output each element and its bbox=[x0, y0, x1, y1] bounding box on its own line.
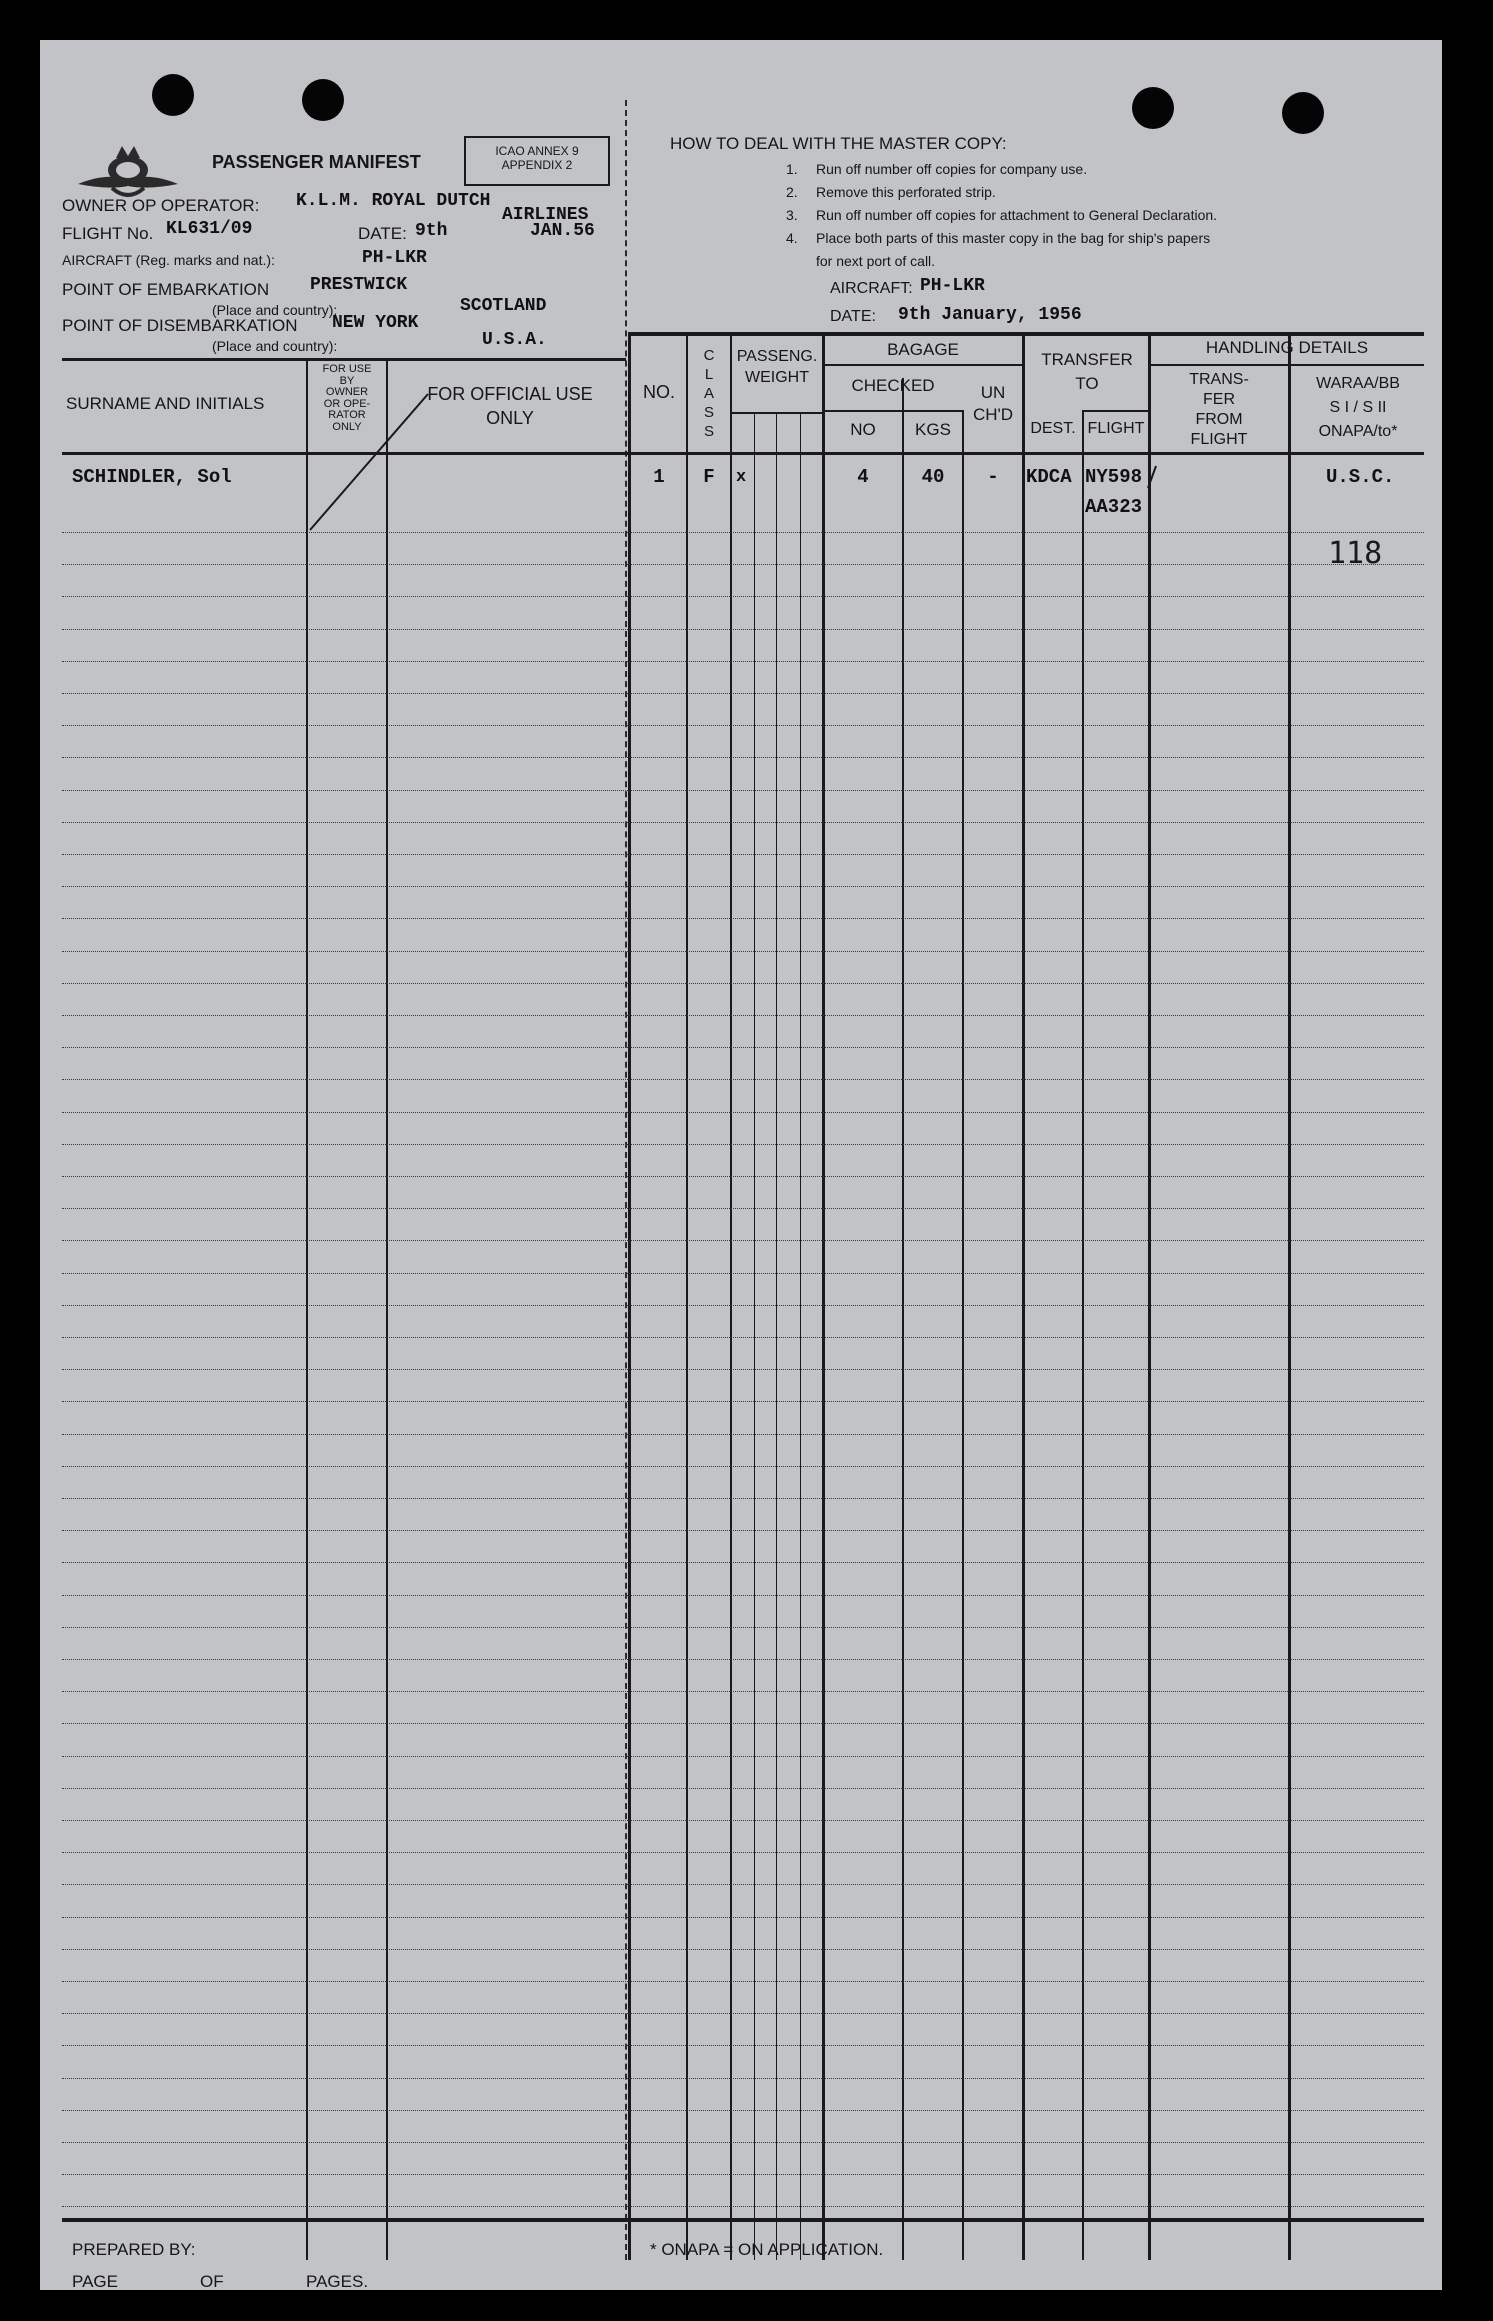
header-bottom-rule bbox=[62, 452, 1424, 455]
header-top-rule-left bbox=[62, 358, 626, 361]
col-waraa: WARAA/BB S I / S II ONAPA/to* bbox=[1316, 375, 1400, 440]
checked-rule bbox=[822, 410, 962, 412]
ruled-row-line bbox=[62, 2142, 1424, 2143]
perforation-line bbox=[625, 100, 627, 2260]
punch-hole bbox=[152, 74, 194, 116]
col-bag-no: NO bbox=[850, 420, 876, 439]
handling-rule bbox=[1150, 364, 1424, 366]
ruled-row-line bbox=[62, 2174, 1424, 2175]
weight-rule bbox=[732, 412, 822, 414]
ruled-row-line bbox=[62, 1434, 1424, 1435]
bagage-rule bbox=[822, 364, 1022, 366]
ruled-row-line bbox=[62, 629, 1424, 630]
icao-line-2: APPENDIX 2 bbox=[501, 158, 573, 172]
col-unchd: UN CH'D bbox=[972, 383, 1014, 424]
col-kgs: KGS bbox=[915, 420, 951, 439]
ruled-row-line bbox=[62, 532, 1424, 533]
col-owner-use: FOR USE BY OWNER OR OPE- RATOR ONLY bbox=[322, 363, 372, 433]
ruled-row-line bbox=[62, 2110, 1424, 2111]
ruled-row-line bbox=[62, 564, 1424, 565]
ruled-row-line bbox=[62, 1981, 1424, 1982]
pages-label: PAGES. bbox=[306, 2272, 369, 2291]
ruled-row-line bbox=[62, 1240, 1424, 1241]
table-bottom-rule bbox=[62, 2218, 1424, 2222]
ruled-row-line bbox=[62, 983, 1424, 984]
flight-label: FLIGHT No. bbox=[62, 224, 154, 243]
ruled-row-line bbox=[62, 1498, 1424, 1499]
row-weight-mark: x bbox=[736, 468, 747, 487]
punch-hole bbox=[302, 79, 344, 121]
ruled-row-line bbox=[62, 1273, 1424, 1274]
embark-value: PRESTWICK bbox=[310, 275, 408, 295]
ruled-row-line bbox=[62, 1659, 1424, 1660]
col-handling: HANDLING DETAILS bbox=[1205, 338, 1369, 357]
ruled-row-line bbox=[62, 1627, 1424, 1628]
instruction-item: 1. Run off number off copies for company use. bbox=[786, 161, 1088, 177]
place-country-2: (Place and country): bbox=[212, 338, 338, 354]
ruled-row-line bbox=[62, 1112, 1424, 1113]
ruled-row-line bbox=[62, 1788, 1424, 1789]
ruled-row-line bbox=[62, 1176, 1424, 1177]
prepared-by-label: PREPARED BY: bbox=[72, 2240, 196, 2259]
row-handling: U.S.C. bbox=[1326, 466, 1395, 488]
col-line bbox=[1022, 334, 1025, 2260]
instr-date-label: DATE: bbox=[830, 308, 876, 325]
ruled-row-line bbox=[62, 1756, 1424, 1757]
sub-col-line bbox=[800, 412, 801, 2260]
instr-aircraft-value: PH-LKR bbox=[920, 276, 985, 296]
ruled-row-line bbox=[62, 1949, 1424, 1950]
embark-country: SCOTLAND bbox=[460, 296, 547, 316]
sub-col-line bbox=[754, 412, 755, 2260]
ruled-row-line bbox=[62, 1337, 1424, 1338]
instr-aircraft-label: AIRCRAFT: bbox=[830, 280, 913, 297]
col-line bbox=[1082, 410, 1084, 2260]
col-line bbox=[306, 360, 308, 2260]
ruled-row-line bbox=[62, 596, 1424, 597]
col-checked: CHECKED bbox=[851, 376, 935, 395]
disembark-label: POINT OF DISEMBARKATION bbox=[62, 316, 298, 335]
flight-value: KL631/09 bbox=[166, 219, 253, 239]
col-line bbox=[730, 334, 732, 2260]
col-line bbox=[386, 360, 388, 2260]
ruled-row-line bbox=[62, 661, 1424, 662]
col-class: C L A S S bbox=[703, 347, 715, 440]
owner-label: OWNER OP OPERATOR: bbox=[62, 196, 260, 215]
sub-col-line bbox=[776, 412, 777, 2260]
page-label: PAGE bbox=[72, 2272, 118, 2291]
ruled-row-line bbox=[62, 2013, 1424, 2014]
embark-label: POINT OF EMBARKATION bbox=[62, 280, 270, 299]
ruled-row-line bbox=[62, 725, 1424, 726]
ruled-row-line bbox=[62, 1208, 1424, 1209]
col-passeng-weight: PASSENG. WEIGHT bbox=[736, 348, 818, 386]
col-line bbox=[822, 334, 825, 2260]
ruled-row-line bbox=[62, 1852, 1424, 1853]
ruled-row-line bbox=[62, 1562, 1424, 1563]
col-surname: SURNAME AND INITIALS bbox=[66, 394, 265, 413]
of-label: OF bbox=[200, 2272, 224, 2291]
owner-value-2: AIRLINES bbox=[502, 205, 589, 225]
ruled-row-line bbox=[62, 1369, 1424, 1370]
col-transfer-to: TRANSFER TO bbox=[1041, 350, 1133, 393]
ruled-row-line bbox=[62, 1466, 1424, 1467]
ruled-row-line bbox=[62, 1401, 1424, 1402]
ruled-row-line bbox=[62, 1144, 1424, 1145]
manifest-sheet bbox=[40, 40, 1442, 2290]
row-dest: KDCA bbox=[1026, 466, 1072, 488]
ruled-row-line bbox=[62, 1305, 1424, 1306]
ruled-row-line bbox=[62, 951, 1424, 952]
col-line bbox=[628, 334, 631, 2260]
aircraft-label: AIRCRAFT (Reg. marks and nat.): bbox=[62, 252, 275, 268]
col-no: NO. bbox=[642, 382, 675, 402]
icao-line-1: ICAO ANNEX 9 bbox=[495, 144, 579, 158]
ruled-row-line bbox=[62, 1691, 1424, 1692]
owner-slash-mark bbox=[308, 390, 448, 540]
aircraft-value: PH-LKR bbox=[362, 248, 427, 268]
ruled-row-line bbox=[62, 757, 1424, 758]
date-label: DATE: bbox=[358, 224, 407, 243]
row-flight-2: AA323 bbox=[1085, 496, 1143, 518]
date-value-2: JAN.56 bbox=[530, 221, 595, 241]
ruled-row-line bbox=[62, 2206, 1424, 2207]
ruled-row-line bbox=[62, 854, 1424, 855]
col-transfer-from: TRANS- FER FROM FLIGHT bbox=[1189, 371, 1249, 448]
col-dest: DEST. bbox=[1030, 420, 1076, 437]
row-tick-mark bbox=[1144, 464, 1158, 490]
onapa-note: * ONAPA = ON APPLICATION. bbox=[650, 2240, 884, 2259]
instruction-item: 3. Run off number off copies for attachment to General Declaration. bbox=[786, 207, 1218, 223]
owner-value: K.L.M. ROYAL DUTCH bbox=[296, 191, 491, 211]
col-bagage: BAGAGE bbox=[887, 340, 959, 359]
instr-date-value: 9th January, 1956 bbox=[898, 305, 1082, 325]
date-value: 9th bbox=[415, 221, 448, 241]
col-flight: FLIGHT bbox=[1087, 420, 1145, 437]
ruled-row-line bbox=[62, 2078, 1424, 2079]
ruled-row-line bbox=[62, 1079, 1424, 1080]
col-official: FOR OFFICIAL USE ONLY bbox=[427, 384, 593, 428]
form-title: PASSENGER MANIFEST bbox=[212, 152, 421, 172]
ruled-row-line bbox=[62, 886, 1424, 887]
ruled-row-line bbox=[62, 790, 1424, 791]
instruction-item: for next port of call. bbox=[816, 253, 936, 269]
row-unchd: - bbox=[987, 466, 999, 488]
instruction-item: 4. Place both parts of this master copy in the bag for ship's papers bbox=[786, 230, 1211, 246]
disembark-country: U.S.A. bbox=[482, 330, 547, 350]
stamp-number: 118 bbox=[1328, 536, 1383, 571]
ruled-row-line bbox=[62, 1917, 1424, 1918]
row-class: F bbox=[703, 466, 715, 488]
ruled-row-line bbox=[62, 1047, 1424, 1048]
ruled-row-line bbox=[62, 1015, 1424, 1016]
ruled-row-line bbox=[62, 1723, 1424, 1724]
col-line bbox=[962, 410, 964, 2260]
ruled-row-line bbox=[62, 822, 1424, 823]
ruled-row-line bbox=[62, 2045, 1424, 2046]
punch-hole bbox=[1132, 87, 1174, 129]
row-flight-1: NY598 bbox=[1085, 466, 1143, 488]
col-line bbox=[1148, 334, 1151, 2260]
ruled-row-line bbox=[62, 1530, 1424, 1531]
header-top-rule-right bbox=[628, 332, 1424, 336]
instruction-item: 2. Remove this perforated strip. bbox=[786, 184, 996, 200]
col-line bbox=[686, 334, 688, 2260]
icao-box bbox=[464, 136, 610, 186]
row-kgs: 40 bbox=[921, 466, 945, 488]
ruled-row-line bbox=[62, 693, 1424, 694]
ruled-row-line bbox=[62, 1820, 1424, 1821]
ruled-row-line bbox=[62, 918, 1424, 919]
row-surname: SCHINDLER, Sol bbox=[72, 466, 232, 488]
disembark-value: NEW YORK bbox=[332, 313, 419, 333]
instructions-heading: HOW TO DEAL WITH THE MASTER COPY: bbox=[670, 134, 1007, 153]
ruled-row-line bbox=[62, 1595, 1424, 1596]
place-country-1: (Place and country): bbox=[212, 302, 338, 318]
punch-hole bbox=[1282, 92, 1324, 134]
instructions-list bbox=[786, 158, 1426, 273]
ruled-row-line bbox=[62, 1884, 1424, 1885]
row-no: 1 bbox=[653, 466, 665, 488]
col-line bbox=[1288, 334, 1291, 2260]
row-bag-no: 4 bbox=[857, 466, 869, 488]
